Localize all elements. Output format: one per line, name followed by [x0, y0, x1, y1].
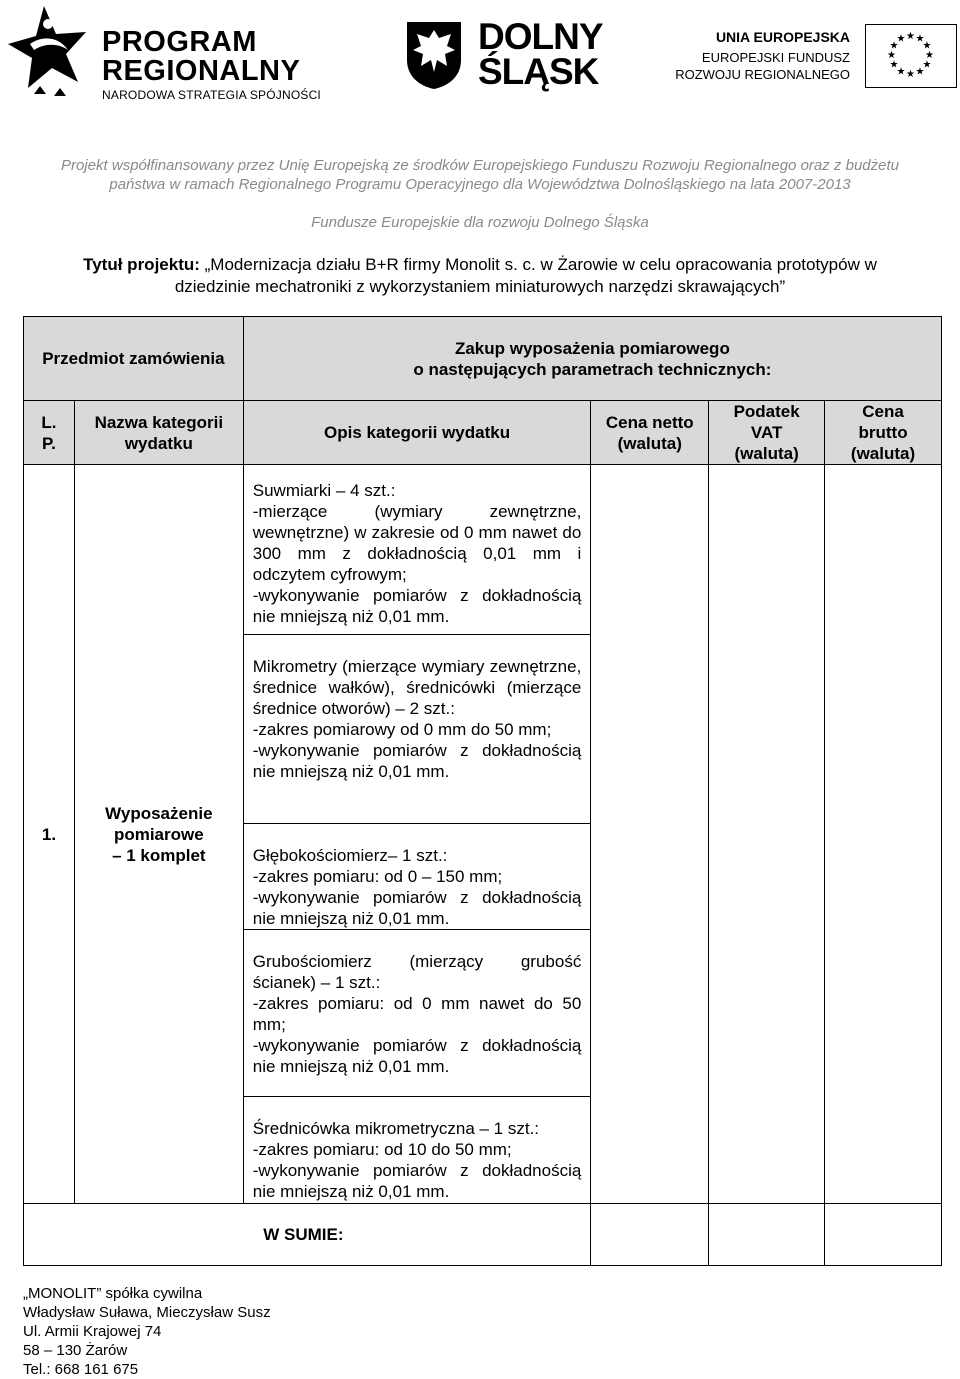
- header-vat-line1: Podatek: [733, 402, 800, 421]
- header-vat-line2: VAT: [750, 423, 783, 442]
- subject-label: Przedmiot zamówienia: [24, 317, 244, 401]
- row-category-line3: – 1 komplet: [112, 845, 206, 865]
- header-vat: [709, 401, 825, 465]
- header-lp: [24, 401, 75, 465]
- order-table: [23, 316, 942, 1266]
- sum-vat-cell: [709, 1204, 825, 1266]
- subject-row: [24, 317, 942, 401]
- header-row: [24, 401, 942, 465]
- item-row: [24, 465, 942, 635]
- svg-text:★: ★: [896, 66, 906, 78]
- program-regionalny-logo: [4, 4, 334, 104]
- item-line: -wykonywanie pomiarów z dokładnością nie mniejszą niż 0,01 mm.: [252, 1036, 582, 1076]
- item-description: [243, 930, 591, 1097]
- item-line: -wykonywanie pomiarów z dokładnością nie mniejszą niż 0,01 mm.: [252, 1161, 582, 1201]
- project-info-line1: Projekt współfinansowany przez Unię Europejską ze środków Europejskiego Funduszu Rozwoju Regionalnego oraz z budżetu: [61, 157, 899, 174]
- header-category-line2: wydatku: [124, 433, 193, 453]
- item-line: -wykonywanie pomiarów z dokładnością nie mniejszą niż 0,01 mm.: [252, 741, 582, 781]
- svg-text:★: ★: [922, 40, 932, 52]
- item-line: Suwmiarki – 4 szt.:: [252, 481, 396, 500]
- company-phone: Tel.: 668 161 675: [23, 1361, 139, 1378]
- eu-logo-line1: UNIA EUROPEJSKA: [715, 29, 850, 45]
- header-vat-line3: (waluta): [734, 444, 799, 463]
- item-line: -zakres pomiarowy od 0 mm do 50 mm;: [252, 720, 552, 739]
- project-title-label: Tytuł projektu:: [83, 255, 200, 274]
- item-line: Głębokościomierz– 1 szt.:: [252, 846, 448, 865]
- header-category: [74, 401, 243, 465]
- item-line: Średnicówka mikrometryczna – 1 szt.:: [252, 1119, 540, 1138]
- item-line: Mikrometry (mierzące wymiary zewnętrzne, średnice wałków), średnicówki (mierzące średnice otworów) – 2 szt.:: [252, 657, 582, 718]
- project-title-line2: dziedzinie mechatroniki z wykorzystaniem miniaturowych narzędzi skrawających”: [174, 277, 786, 296]
- header-gross-line3: (waluta): [850, 444, 916, 463]
- logo-program-line3: NARODOWA STRATEGIA SPÓJNOŚCI: [102, 88, 321, 102]
- item-line: -wykonywanie pomiarów z dokładnością nie mniejszą niż 0,01 mm.: [252, 888, 582, 928]
- subject-value: [243, 317, 941, 401]
- item-line: -zakres pomiaru: od 10 do 50 mm;: [252, 1140, 512, 1159]
- company-owners: Władysław Suława, Mieczysław Susz: [23, 1304, 271, 1321]
- header-net-line2: (waluta): [617, 433, 682, 453]
- item-line: -mierzące (wymiary zewnętrzne, wewnętrzne) w zakresie od 0 mm nawet do 300 mm z dokładnością 0,01 mm i odczytem cyfrowym;: [252, 502, 582, 584]
- sum-spacer: [24, 1204, 244, 1266]
- row-category: [74, 465, 243, 1204]
- svg-text:★: ★: [889, 59, 899, 71]
- svg-text:★: ★: [915, 33, 925, 45]
- star-icon: [4, 4, 100, 104]
- logo-program-line1: PROGRAM: [102, 26, 257, 58]
- company-street: Ul. Armii Krajowej 74: [23, 1323, 162, 1340]
- sum-label: W SUMIE:: [243, 1204, 591, 1266]
- svg-text:★: ★: [922, 59, 932, 71]
- item-line: -wykonywanie pomiarów z dokładnością nie mniejszą niż 0,01 mm.: [252, 586, 582, 626]
- item-description: [243, 465, 591, 635]
- subject-value-line1: Zakup wyposażenia pomiarowego: [454, 338, 730, 358]
- svg-text:★: ★: [906, 31, 915, 42]
- vat-cell: [709, 465, 825, 1204]
- svg-text:★: ★: [896, 33, 906, 45]
- header-gross-line2: brutto: [858, 423, 908, 442]
- eu-logo: [675, 22, 957, 92]
- item-line: -zakres pomiaru: od 0 mm nawet do 50 mm;: [252, 994, 582, 1034]
- item-description: [243, 1097, 591, 1204]
- company-city: 58 – 130 Żarów: [23, 1342, 128, 1359]
- eu-logo-line3: ROZWOJU REGIONALNEGO: [675, 67, 850, 82]
- logo-program-line2: REGIONALNY: [102, 55, 301, 87]
- header-net-price: [591, 401, 709, 465]
- project-title-text1: „Modernizacja działu B+R firmy Monolit s. c. w Żarowie w celu opracowania prototypów w: [199, 255, 877, 274]
- header-gross-line1: Cena: [862, 402, 904, 421]
- header-category-line1: Nazwa kategorii: [94, 412, 224, 432]
- gross-price-cell: [825, 465, 942, 1204]
- item-line: Grubościomierz (mierzący grubość ścianek) – 1 szt.:: [252, 952, 582, 992]
- net-price-cell: [591, 465, 709, 1204]
- company-name: „MONOLIT” spółka cywilna: [23, 1285, 203, 1302]
- svg-text:★: ★: [906, 69, 915, 80]
- header-lp-line1: L.: [41, 412, 57, 432]
- header-lp-line2: P.: [42, 433, 56, 453]
- sum-net-cell: [591, 1204, 709, 1266]
- project-slogan: Fundusze Europejskie dla rozwoju Dolnego Śląska: [311, 214, 649, 231]
- row-category-line2: pomiarowe: [113, 824, 204, 844]
- svg-text:★: ★: [915, 66, 925, 78]
- svg-text:★: ★: [889, 40, 899, 52]
- eu-flag-icon: [865, 24, 957, 88]
- company-address: [23, 1284, 271, 1379]
- item-description: [243, 824, 591, 930]
- item-line: -zakres pomiaru: od 0 – 150 mm;: [252, 867, 503, 886]
- dolny-slask-logo: [405, 16, 615, 92]
- logo-dolny: DOLNY: [478, 16, 603, 57]
- sum-row: [24, 1204, 942, 1266]
- sum-gross-cell: [825, 1204, 942, 1266]
- item-description: [243, 635, 591, 824]
- subject-value-line2: o następujących parametrach technicznych:: [413, 359, 772, 379]
- project-info-line2: państwa w ramach Regionalnego Programu Operacyjnego dla Województwa Dolnośląskiego na lata 2007-2013: [109, 176, 851, 193]
- svg-text:★: ★: [887, 50, 896, 61]
- eu-logo-line2: EUROPEJSKI FUNDUSZ: [701, 50, 850, 65]
- header-description: Opis kategorii wydatku: [243, 401, 591, 465]
- row-category-line1: Wyposażenie: [105, 803, 213, 823]
- logo-slask: ŚLĄSK: [478, 51, 599, 92]
- header-net-line1: Cena netto: [605, 412, 694, 432]
- eagle-crest-icon: [405, 20, 463, 90]
- project-title-line1: [40, 254, 920, 276]
- row-lp: 1.: [24, 465, 75, 1204]
- header-gross-price: [825, 401, 942, 465]
- svg-text:★: ★: [925, 50, 934, 61]
